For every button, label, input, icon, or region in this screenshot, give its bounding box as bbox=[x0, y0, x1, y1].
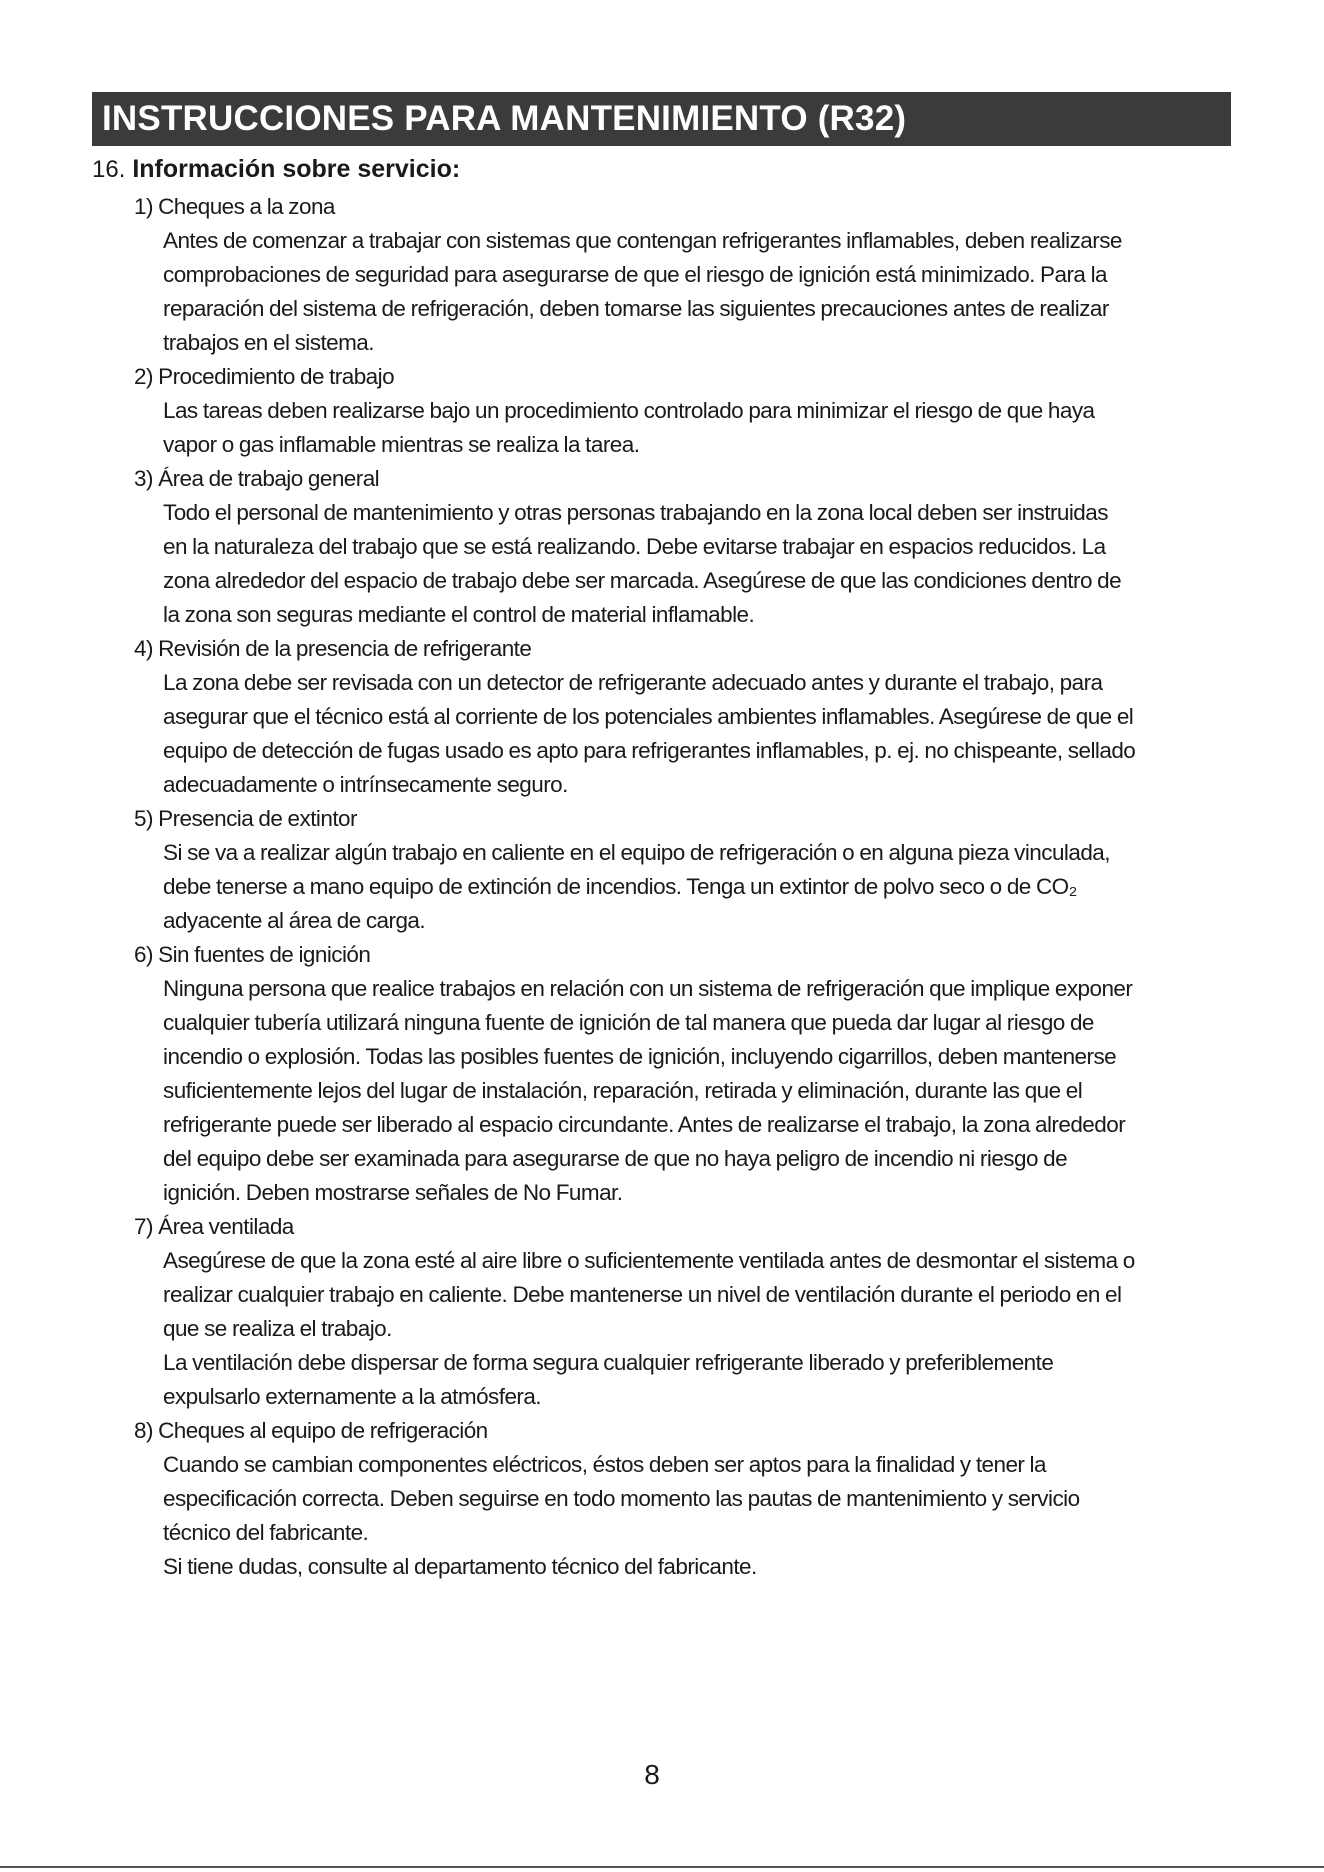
list-item bbox=[134, 190, 1234, 360]
service-info-list bbox=[134, 190, 1234, 1584]
section-number: 16. bbox=[92, 156, 126, 183]
list-item bbox=[134, 802, 1234, 938]
item-line: la zona son seguras mediante el control de material inflamable. bbox=[163, 602, 755, 627]
item-title: 3) Área de trabajo general bbox=[134, 466, 380, 491]
item-line: adecuadamente o intrínsecamente seguro. bbox=[163, 772, 568, 797]
item-line: del equipo debe ser examinada para asegurarse de que no haya peligro de incendio ni riesgo de bbox=[163, 1146, 1068, 1171]
list-item bbox=[134, 1210, 1234, 1414]
section-heading bbox=[92, 152, 460, 187]
item-line: Ninguna persona que realice trabajos en relación con un sistema de refrigeración que implique exponer bbox=[163, 976, 1133, 1001]
item-body bbox=[134, 496, 1234, 632]
item-title: 2) Procedimiento de trabajo bbox=[134, 364, 395, 389]
item-line: refrigerante puede ser liberado al espacio circundante. Antes de realizarse el trabajo, la zona alrededor bbox=[163, 1112, 1126, 1137]
item-body bbox=[134, 1448, 1234, 1584]
item-line: suficientemente lejos del lugar de instalación, reparación, retirada y eliminación, durante las que el bbox=[163, 1078, 1083, 1103]
item-line: trabajos en el sistema. bbox=[163, 330, 374, 355]
item-line: La ventilación debe dispersar de forma segura cualquier refrigerante liberado y preferiblemente bbox=[163, 1350, 1054, 1375]
item-title: 5) Presencia de extintor bbox=[134, 806, 357, 831]
item-title: 1) Cheques a la zona bbox=[134, 194, 335, 219]
item-line: reparación del sistema de refrigeración, deben tomarse las siguientes precauciones antes de realizar bbox=[163, 296, 1109, 321]
page-number: 8 bbox=[644, 1759, 660, 1790]
item-line: Cuando se cambian componentes eléctricos, éstos deben ser aptos para la finalidad y tener la bbox=[163, 1452, 1046, 1477]
item-title: 4) Revisión de la presencia de refrigerante bbox=[134, 636, 532, 661]
item-line: adyacente al área de carga. bbox=[163, 908, 426, 933]
item-line: cualquier tubería utilizará ninguna fuente de ignición de tal manera que pueda dar lugar al riesgo de bbox=[163, 1010, 1094, 1035]
item-line: ignición. Deben mostrarse señales de No Fumar. bbox=[163, 1180, 623, 1205]
item-line: asegurar que el técnico está al corriente de los potenciales ambientes inflamables. Asegúrese de que el bbox=[163, 704, 1134, 729]
list-item bbox=[134, 1414, 1234, 1584]
item-body bbox=[134, 394, 1234, 462]
section-header-bar bbox=[92, 92, 1231, 146]
list-item bbox=[134, 360, 1234, 462]
item-line: comprobaciones de seguridad para asegurarse de que el riesgo de ignición está minimizado. Para la bbox=[163, 262, 1107, 287]
item-line: técnico del fabricante. bbox=[163, 1520, 369, 1545]
list-item bbox=[134, 632, 1234, 802]
item-line: incendio o explosión. Todas las posibles fuentes de ignición, incluyendo cigarrillos, deben mantenerse bbox=[163, 1044, 1117, 1069]
item-line: realizar cualquier trabajo en caliente. Debe mantenerse un nivel de ventilación durante el periodo en el bbox=[163, 1282, 1122, 1307]
item-line: Asegúrese de que la zona esté al aire libre o suficientemente ventilada antes de desmontar el sistema o bbox=[163, 1248, 1135, 1273]
item-title: 8) Cheques al equipo de refrigeración bbox=[134, 1418, 488, 1443]
item-body bbox=[134, 836, 1234, 938]
item-line: debe tenerse a mano equipo de extinción de incendios. Tenga un extintor de polvo seco o de CO₂ bbox=[163, 874, 1077, 899]
section-title: Información sobre servicio: bbox=[132, 155, 461, 183]
item-line: Antes de comenzar a trabajar con sistemas que contengan refrigerantes inflamables, deben realizarse bbox=[163, 228, 1122, 253]
item-body bbox=[134, 666, 1234, 802]
item-title: 6) Sin fuentes de ignición bbox=[134, 942, 371, 967]
item-line: Todo el personal de mantenimiento y otras personas trabajando en la zona local deben ser instruidas bbox=[163, 500, 1108, 525]
item-line: expulsarlo externamente a la atmósfera. bbox=[163, 1384, 542, 1409]
item-line: Las tareas deben realizarse bajo un procedimiento controlado para minimizar el riesgo de que haya bbox=[163, 398, 1095, 423]
item-title: 7) Área ventilada bbox=[134, 1214, 294, 1239]
item-line: en la naturaleza del trabajo que se está realizando. Debe evitarse trabajar en espacios reducidos. La bbox=[163, 534, 1106, 559]
list-item bbox=[134, 462, 1234, 632]
item-line: zona alrededor del espacio de trabajo debe ser marcada. Asegúrese de que las condiciones dentro de bbox=[163, 568, 1122, 593]
item-line: vapor o gas inflamable mientras se realiza la tarea. bbox=[163, 432, 640, 457]
item-body bbox=[134, 972, 1234, 1210]
item-line: Si se va a realizar algún trabajo en caliente en el equipo de refrigeración o en alguna pieza vinculada, bbox=[163, 840, 1110, 865]
item-line: equipo de detección de fugas usado es apto para refrigerantes inflamables, p. ej. no chispeante, sellado bbox=[163, 738, 1136, 763]
page-title: INSTRUCCIONES PARA MANTENIMIENTO (R32) bbox=[102, 99, 907, 138]
item-line: Si tiene dudas, consulte al departamento técnico del fabricante. bbox=[163, 1554, 757, 1579]
item-line: La zona debe ser revisada con un detector de refrigerante adecuado antes y durante el trabajo, para bbox=[163, 670, 1103, 695]
item-line: que se realiza el trabajo. bbox=[163, 1316, 392, 1341]
bottom-divider bbox=[0, 1866, 1324, 1868]
item-line: especificación correcta. Deben seguirse en todo momento las pautas de mantenimiento y servicio bbox=[163, 1486, 1080, 1511]
item-body bbox=[134, 1244, 1234, 1414]
item-body bbox=[134, 224, 1234, 360]
list-item bbox=[134, 938, 1234, 1210]
